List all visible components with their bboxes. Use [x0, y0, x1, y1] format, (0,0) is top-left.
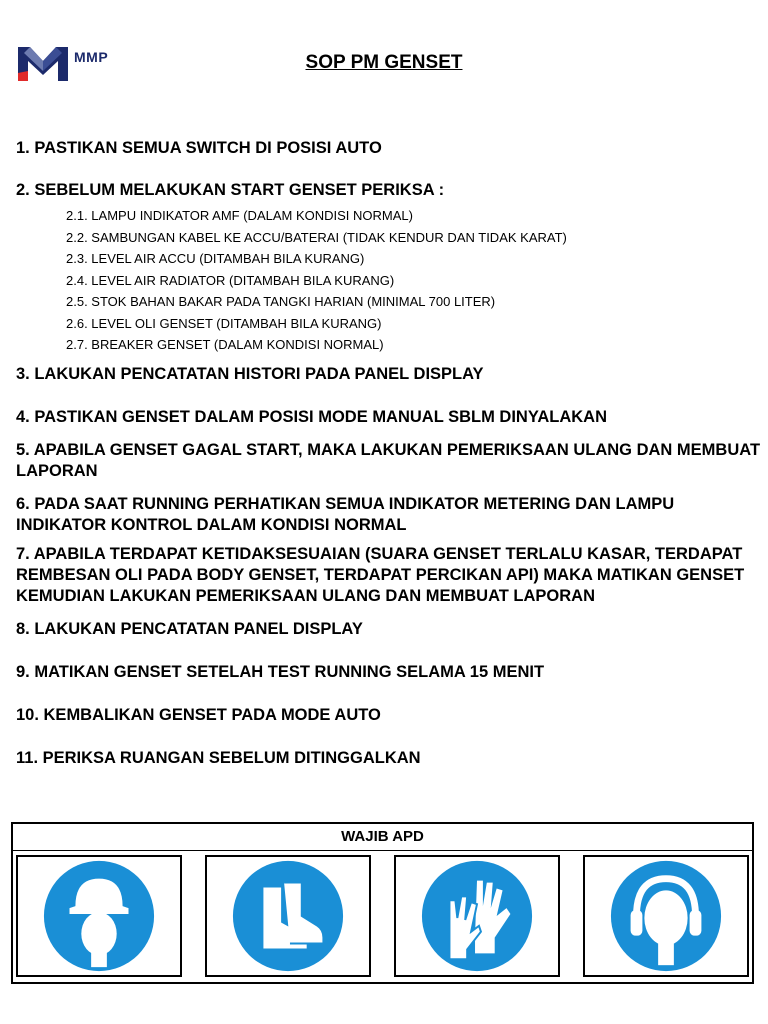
step-3: 3. LAKUKAN PENCATATAN HISTORI PADA PANEL DISPLAY: [16, 364, 484, 383]
safety-boots-icon: [229, 857, 347, 975]
step-4: 4. PASTIKAN GENSET DALAM POSISI MODE MANUAL SBLM DINYALAKAN: [16, 407, 607, 426]
checklist-item: 2.2. SAMBUNGAN KABEL KE ACCU/BATERAI (TIDAK KENDUR DAN TIDAK KARAT): [66, 229, 567, 245]
step-2-checklist: [16, 205, 761, 356]
ppe-cell-helmet: [16, 855, 182, 977]
step-6: 6. PADA SAAT RUNNING PERHATIKAN SEMUA INDIKATOR METERING DAN LAMPU INDIKATOR KONTROL DALAM KONDISI NORMAL: [16, 494, 675, 534]
page-title: SOP PM GENSET: [305, 52, 463, 73]
step-1: 1. PASTIKAN SEMUA SWITCH DI POSISI AUTO: [16, 139, 382, 157]
ear-protection-icon: [607, 857, 725, 975]
gloves-icon: [418, 857, 536, 975]
step-11: 11. PERIKSA RUANGAN SEBELUM DITINGGALKAN: [16, 748, 421, 767]
checklist-item: 2.6. LEVEL OLI GENSET (DITAMBAH BILA KURANG): [66, 315, 382, 331]
ppe-panel-title: WAJIB APD: [13, 824, 752, 851]
ppe-required-panel: [11, 822, 754, 984]
step-10: 10. KEMBALIKAN GENSET PADA MODE AUTO: [16, 705, 381, 724]
step-8: 8. LAKUKAN PENCATATAN PANEL DISPLAY: [16, 619, 363, 638]
helmet-icon: [40, 857, 158, 975]
ppe-icon-row: [13, 851, 752, 977]
checklist-item: 2.5. STOK BAHAN BAKAR PADA TANGKI HARIAN (MINIMAL 700 LITER): [66, 294, 496, 309]
step-5: 5. APABILA GENSET GAGAL START, MAKA LAKUKAN PEMERIKSAAN ULANG DAN MEMBUAT LAPORAN: [16, 440, 761, 480]
checklist-item: 2.7. BREAKER GENSET (DALAM KONDISI NORMAL): [66, 337, 384, 352]
logo-text: MMP: [74, 49, 109, 65]
step-2: 2. SEBELUM MELAKUKAN START GENSET PERIKSA :: [16, 181, 445, 199]
checklist-item: 2.3. LEVEL AIR ACCU (DITAMBAH BILA KURANG): [66, 251, 365, 266]
step-9: 9. MATIKAN GENSET SETELAH TEST RUNNING SELAMA 15 MENIT: [16, 662, 545, 681]
sop-step-list: [16, 138, 761, 769]
checklist-item: 2.4. LEVEL AIR RADIATOR (DITAMBAH BILA KURANG): [66, 272, 395, 288]
ppe-cell-boots: [205, 855, 371, 977]
checklist-item: 2.1. LAMPU INDIKATOR AMF (DALAM KONDISI NORMAL): [66, 208, 413, 223]
ppe-cell-gloves: [394, 855, 560, 977]
ppe-cell-ear-protection: [583, 855, 749, 977]
step-7: 7. APABILA TERDAPAT KETIDAKSESUAIAN (SUARA GENSET TERLALU KASAR, TERDAPAT REMBESAN OLI PADA BODY GENSET, TERDAPAT PERCIKAN API) MAKA MATIKAN GENSET KEMUDIAN LAKUKAN PEMERIKSAAN ULANG DAN MEMBUAT LAPORAN: [16, 544, 745, 605]
